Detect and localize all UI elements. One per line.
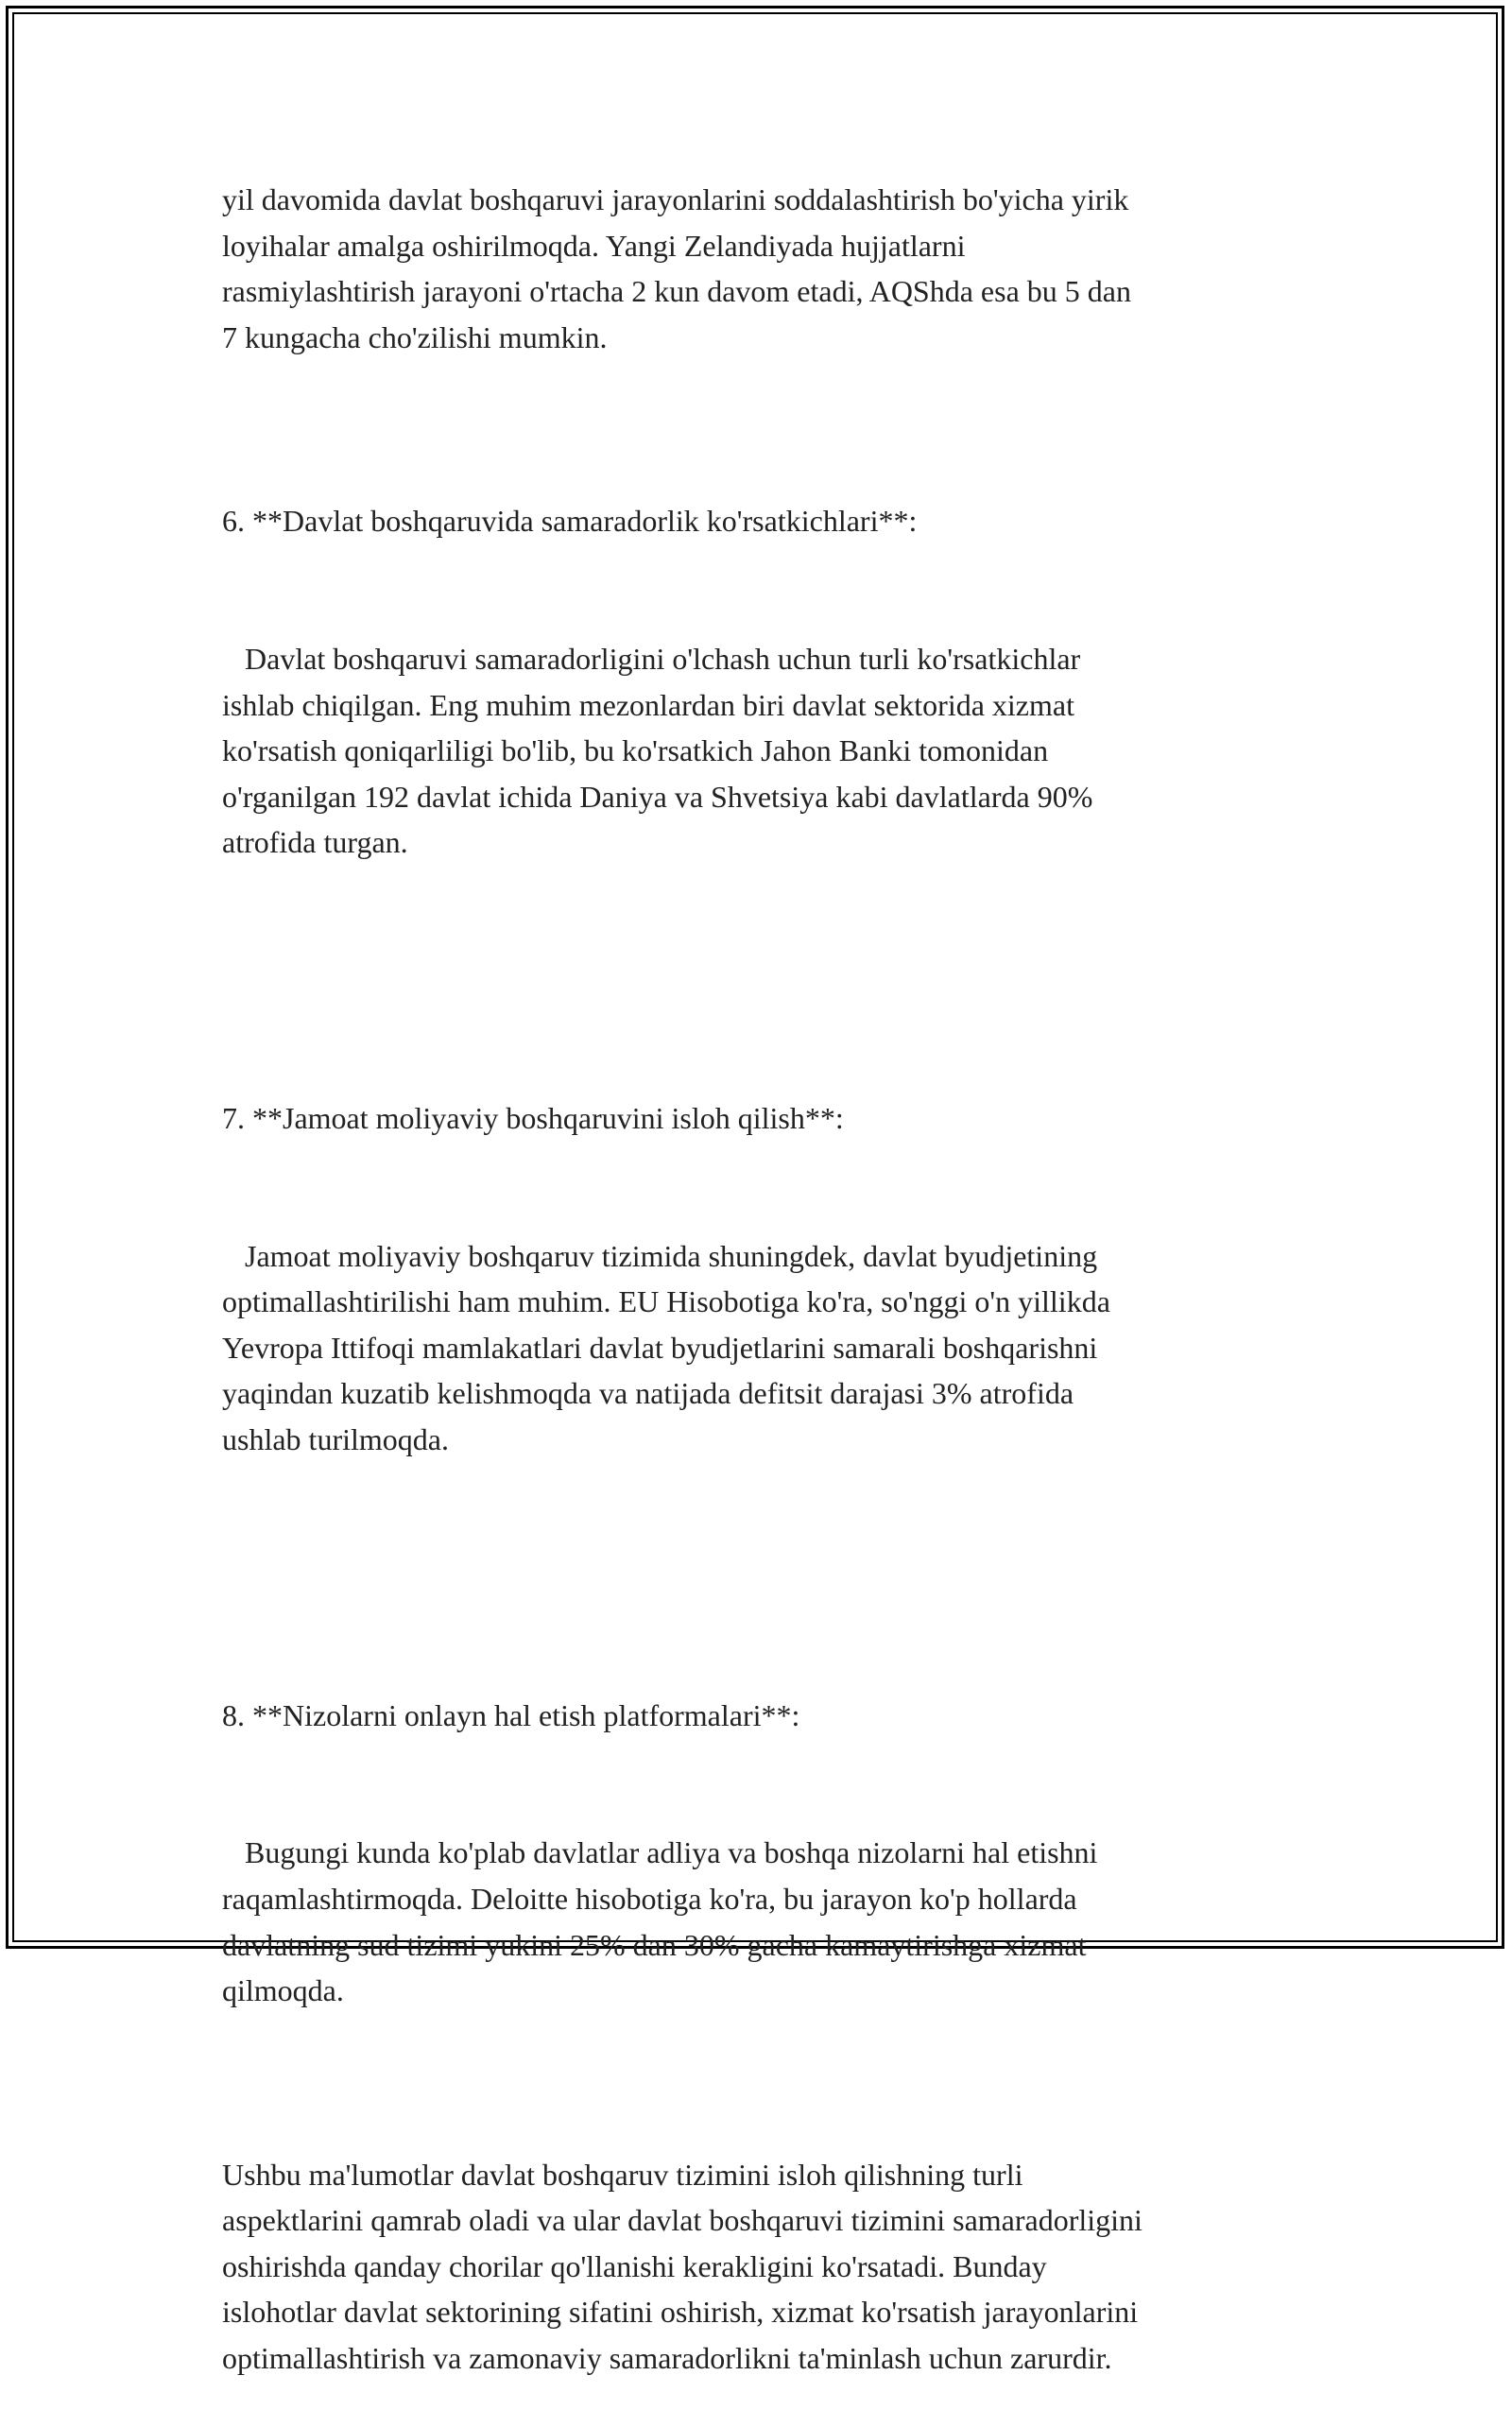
section-7-heading: 7. **Jamoat moliyaviy boshqaruvini isloh qilish**:: [222, 1100, 844, 1135]
section-6-heading: 6. **Davlat boshqaruvida samaradorlik ko'rsatkichlari**:: [222, 504, 918, 539]
intro-paragraph: yil davomida davlat boshqaruvi jarayonlarini soddalashtirish bo'yicha yirik loyihalar amalga oshirilmoqda. Yangi Zelandiyada hujjatlarni rasmiylashtirish jarayoni o'rtacha 2 kun davom etadi, AQShda esa bu 5 dan 7 kungacha cho'zilishi mumkin.: [222, 182, 1131, 354]
section-8-heading: 8. **Nizolarni onlayn hal etish platformalari**:: [222, 1697, 800, 1732]
section-7: [222, 1004, 1299, 1555]
section-8-body: Bugungi kunda ko'plab davlatlar adliya va boshqa nizolarni hal etishni raqamlashtirmoqda. Deloitte hisobotiga ko'ra, bu jarayon ko'p hollarda davlatning sud tizimi yukini 25% dan 30% gacha kamaytirishga xizmat qilmoqda.: [222, 1835, 1098, 2008]
section-6-body: Davlat boshqaruvi samaradorligini o'lchash uchun turli ko'rsatkichlar ishlab chiqilgan. Eng muhim mezonlardan biri davlat sektorida xizmat ko'rsatish qoniqarliligi bo'lib, bu ko'rsatkich Jahon Banki tomonidan o'rganilgan 192 davlat ichida Daniya va Shvetsiya kabi davlatlarda 90% atrofida turgan.: [222, 641, 1093, 860]
section-6: [222, 406, 1299, 957]
section-8: [222, 1600, 1299, 2106]
document-body: [222, 177, 1299, 2427]
closing-paragraph: Ushbu ma'lumotlar davlat boshqaruv tizimini isloh qilishning turli aspektlarini qamrab oladi va ular davlat boshqaruvi tizimini samaradorligini oshirishda qanday chorilar qo'llanishi kerakligini ko'rsatadi. Bunday islohotlar davlat sektorining sifatini oshirish, xizmat ko'rsatish jarayonlarini optimallashtirish va zamonaviy samaradorlikni ta'minlash uchun zarurdir.: [222, 2157, 1143, 2375]
section-7-body: Jamoat moliyaviy boshqaruv tizimida shuningdek, davlat byudjetining optimallashtirilishi ham muhim. EU Hisobotiga ko'ra, so'nggi o'n yillikda Yevropa Ittifoqi mamlakatlari davlat byudjetlarini samarali boshqarishni yaqindan kuzatib kelishmoqda va natijada defitsit darajasi 3% atrofida ushlab turilmoqda.: [222, 1238, 1110, 1457]
